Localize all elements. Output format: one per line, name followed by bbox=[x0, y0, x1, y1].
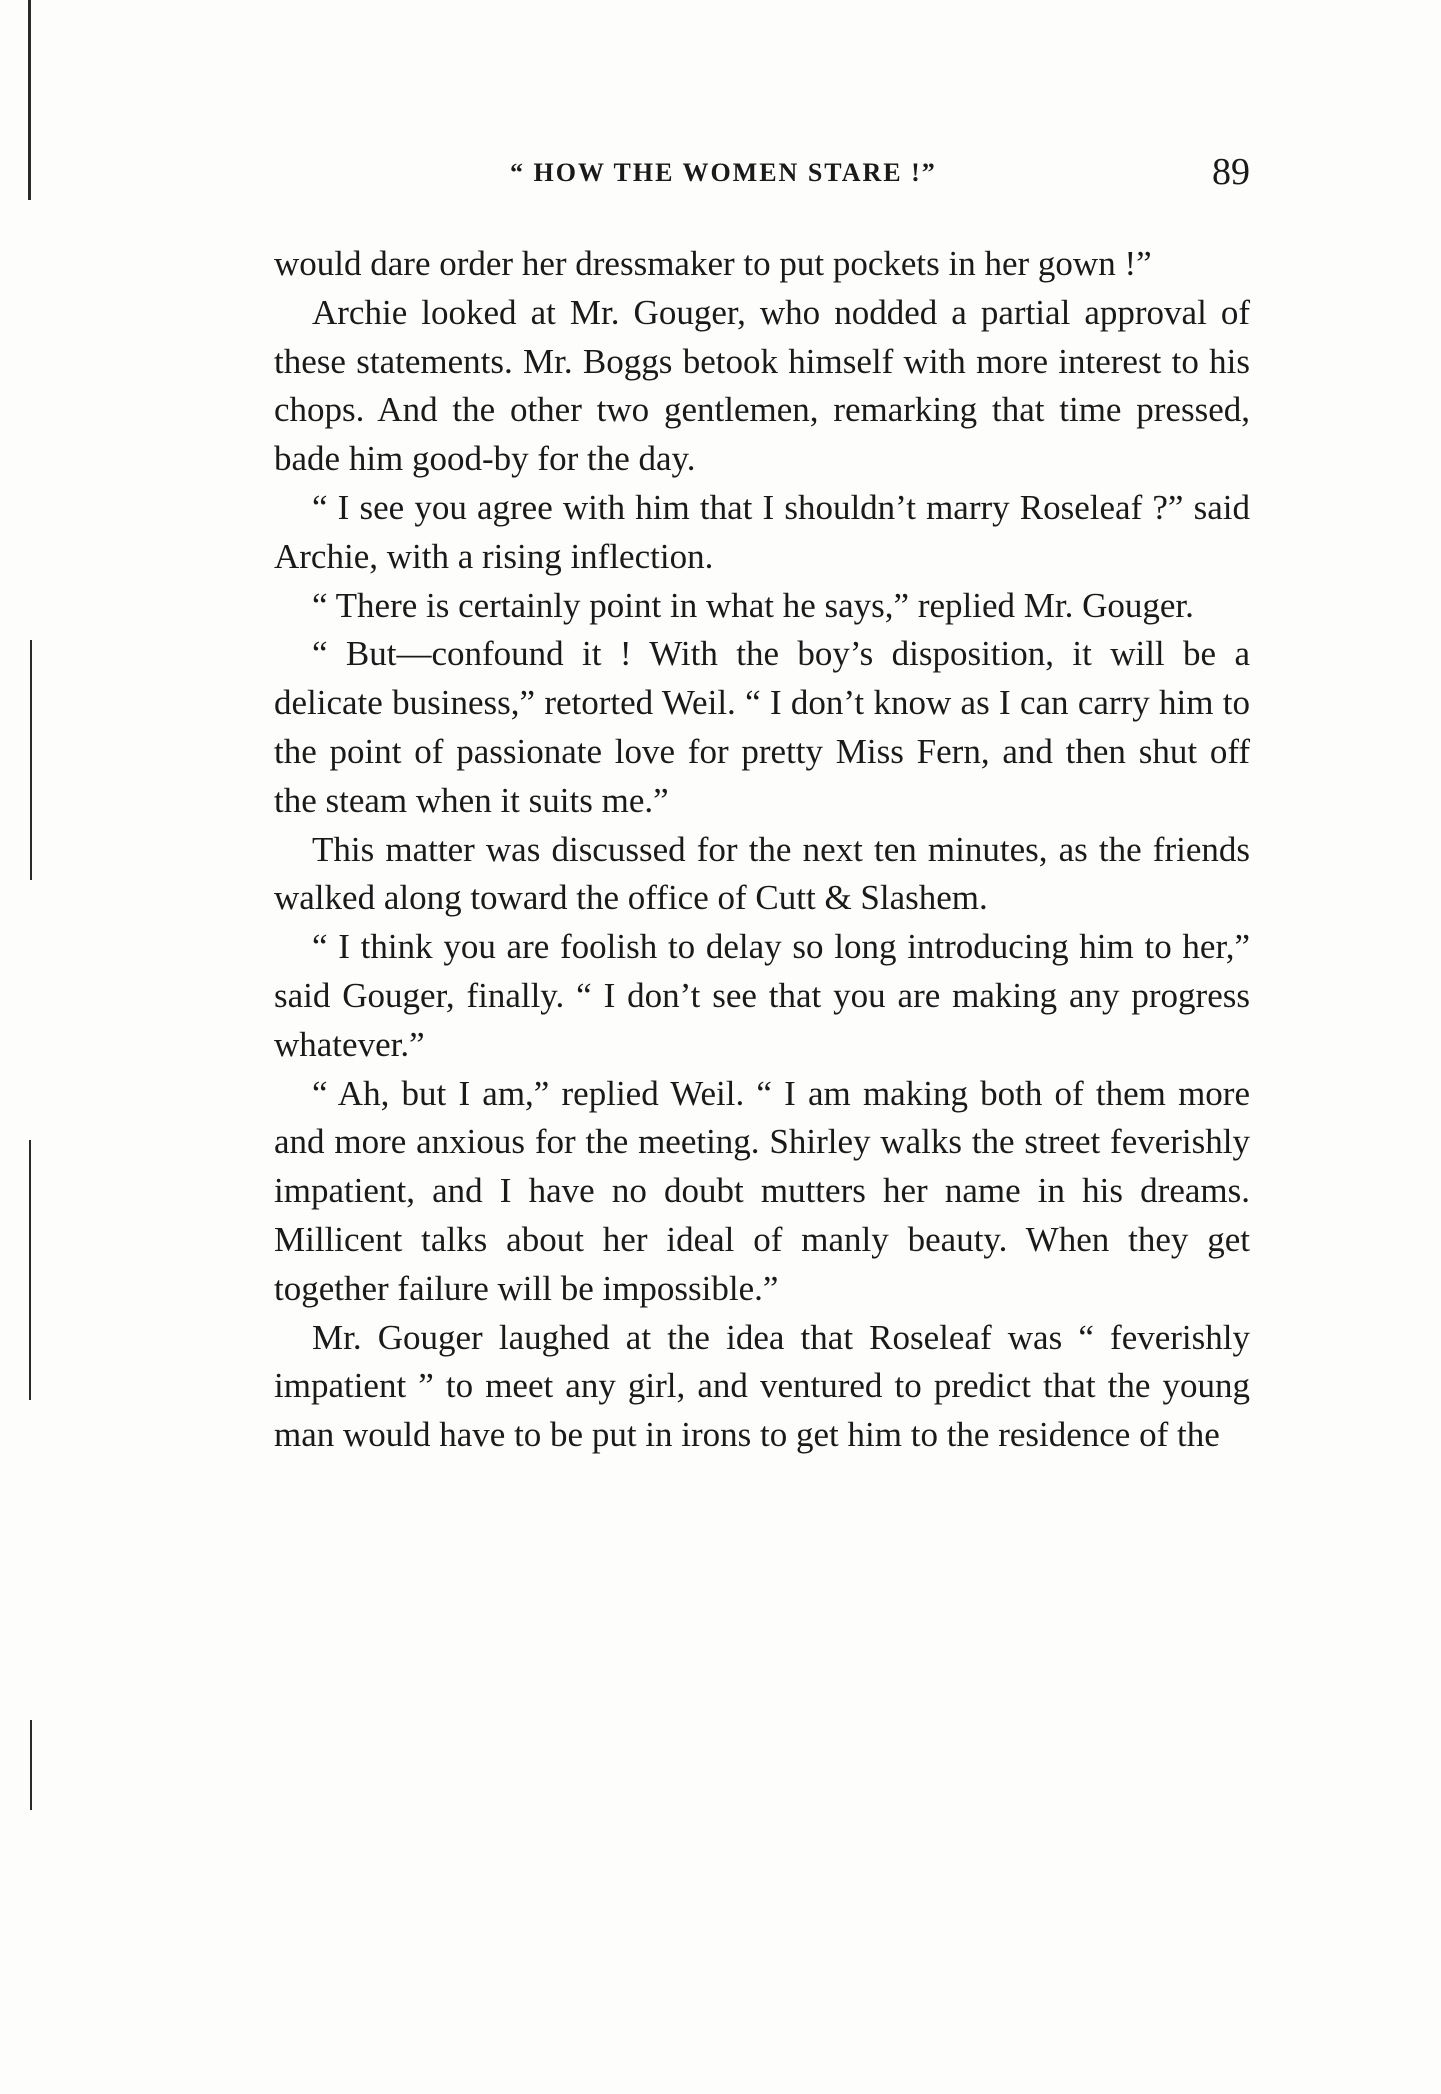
binding-edge-mark bbox=[30, 1720, 32, 1810]
paragraph: “ Ah, but I am,” replied Weil. “ I am making both of them more and more anxious for the meeting. Shirley walks the street feverishly impatient, and I have no doubt mutters her name in his dreams. Millicent talks about her ideal of manly beauty. When they get together failure will be impossible.” bbox=[274, 1073, 1250, 1308]
paragraph: This matter was discussed for the next ten minutes, as the friends walked along toward the office of Cutt & Slashem. bbox=[274, 829, 1250, 918]
paragraph: “ But—confound it ! With the boy’s disposition, it will be a delicate business,” retorted Weil. “ I don’t know as I can carry him to the point of passionate love for pretty Miss Fern, and then shut off the steam when it suits me.” bbox=[274, 634, 1250, 820]
binding-edge-mark bbox=[28, 0, 31, 200]
page-number: 89 bbox=[1212, 151, 1250, 193]
running-title: “ HOW THE WOMEN STARE !” bbox=[510, 158, 937, 187]
paragraph: would dare order her dressmaker to put pockets in her gown !” bbox=[274, 244, 1152, 283]
paragraph: “ There is certainly point in what he says,” replied Mr. Gouger. bbox=[312, 585, 1194, 625]
binding-edge-mark bbox=[30, 640, 32, 880]
paragraph: “ I think you are foolish to delay so long introducing him to her,” said Gouger, finally. “ I don’t see that you are making any progress whatever.” bbox=[274, 927, 1250, 1064]
paragraph: Mr. Gouger laughed at the idea that Roseleaf was “ feverishly impatient ” to meet any girl, and ventured to predict that the young man would have to be put in irons to get him to the residence of the bbox=[274, 1317, 1250, 1455]
binding-edge-mark bbox=[29, 1140, 31, 1400]
paragraph: Archie looked at Mr. Gouger, who nodded a partial approval of these statements. Mr. Boggs betook himself with more interest to his chops. And the other two gentlemen, remarking that time pressed, bade him good-by for the day. bbox=[274, 292, 1250, 479]
paragraph: “ I see you agree with him that I shouldn’t marry Roseleaf ?” said Archie, with a rising inflection. bbox=[274, 487, 1250, 576]
body-text bbox=[274, 240, 1250, 1460]
running-head bbox=[274, 151, 1250, 208]
